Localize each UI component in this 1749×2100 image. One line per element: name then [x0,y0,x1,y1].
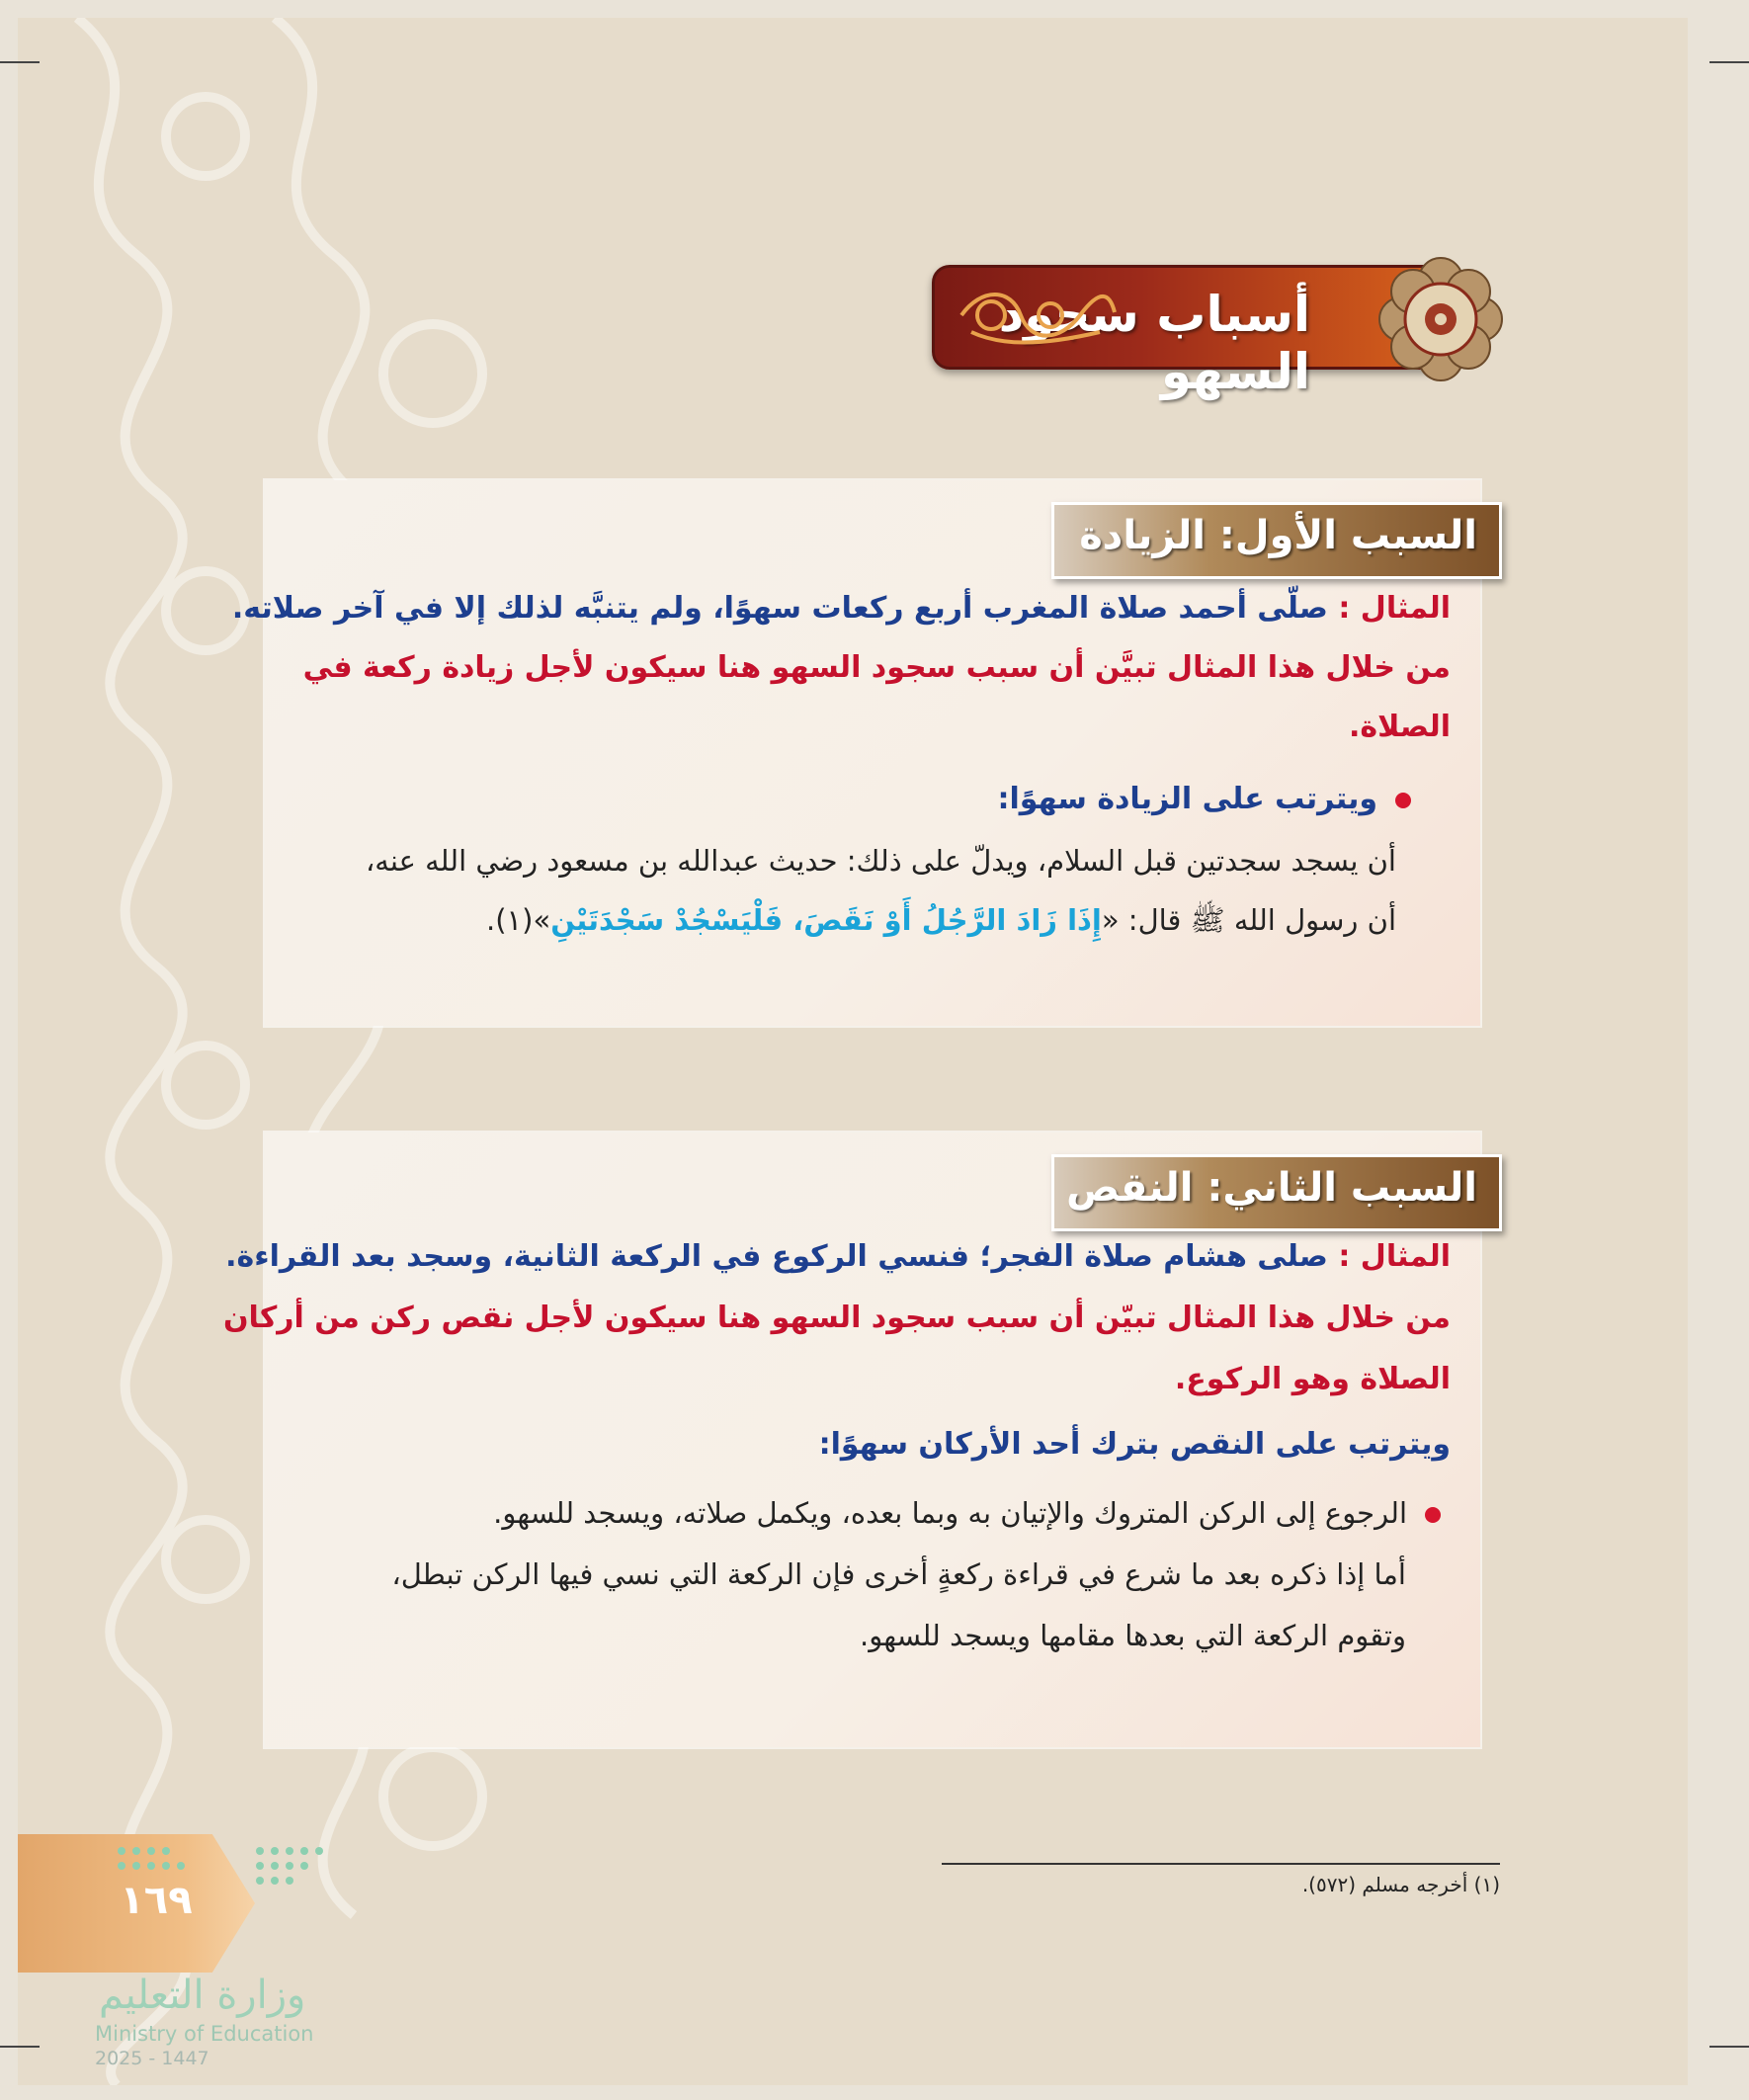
example-label: المثال : [1338,591,1451,626]
ministry-name-english: Ministry of Education [95,2022,314,2046]
textbook-page [18,18,1688,2085]
section-addition-tab [1051,502,1502,579]
body-line-2 [486,903,1396,938]
example-text: صلّى أحمد صلاة المغرب أربع ركعات سهوًا، ولم يتنبَّه لذلك إلا في آخر صلاته. [231,591,1339,626]
crop-mark [1709,2046,1749,2048]
body-line-2-start: أن رسول الله ﷺ قال: « [1101,903,1396,937]
conclusion-line-2: الصلاة. [1349,710,1451,744]
bullet-icon [1395,793,1411,808]
body-line-1-text: الرجوع إلى الركن المتروك والإتيان به وبما بعده، ويكمل صلاته، ويسجد للسهو. [493,1496,1407,1530]
conclusion-line-2: الصلاة وهو الركوع. [1174,1362,1451,1396]
ministry-name-arabic: وزارة التعليم [99,1973,306,2018]
crop-mark [1709,61,1749,63]
page-number: ١٦٩ [120,1878,193,1923]
body-line-1 [493,1496,1441,1531]
banner-swirl-ornament [952,283,1120,348]
section-addition-box [231,480,1480,1026]
example-text: صلى هشام صلاة الفجر؛ فنسي الركوع في الركعة الثانية، وسجد بعد القراءة. [225,1239,1339,1274]
footnote: (١) أخرجه مسلم (٥٧٢). [1301,1873,1500,1896]
consequence-heading: ويترتب على الزيادة سهوًا: [997,782,1377,816]
section-deficiency-tab [1051,1154,1502,1231]
example-label: المثال : [1338,1239,1451,1274]
footnote-divider [942,1863,1500,1865]
edition-year: 2025 - 1447 [95,2048,209,2069]
section-addition-title: السبب الأول: الزيادة [1079,513,1477,558]
rosette-ornament-icon [1376,255,1505,383]
bullet-icon [1425,1507,1441,1523]
example-line [232,591,1451,627]
main-heading: أسباب سجود السهو [998,286,1310,400]
body-line-2-end: »(١). [486,903,551,937]
decorative-arabesque-pattern [18,18,571,2085]
body-line-1: أن يسجد سجدتين قبل السلام، ويدلّ على ذلك: حديث عبدالله بن مسعود رضي الله عنه، [365,844,1396,878]
consequence-heading-line [997,782,1411,817]
conclusion-line-1: من خلال هذا المثال تبيّن أن سبب سجود السهو هنا سيكون لأجل نقص ركن من أركان [222,1301,1451,1335]
crop-mark [0,61,40,63]
crop-mark [0,2046,40,2048]
body-line-3: وتقوم الركعة التي بعدها مقامها ويسجد للسهو. [860,1619,1406,1652]
conclusion-line-1: من خلال هذا المثال تبيَّن أن سبب سجود السهو هنا سيكون لأجل زيادة ركعة في [302,650,1451,685]
section-deficiency-title: السبب الثاني: النقص [1066,1165,1477,1211]
example-line [225,1239,1451,1275]
hadith-text: إِذَا زَادَ الرَّجُلُ أَوْ نَقَصَ، فَلْيَسْجُدْ سَجْدَتَيْنِ [550,903,1102,937]
body-line-2: أما إذا ذكره بعد ما شرع في قراءة ركعةٍ أخرى فإن الركعة التي نسي فيها الركن تبطل، [391,1557,1406,1591]
section-deficiency-box [222,1133,1480,1747]
consequence-heading: ويترتب على النقص بترك أحد الأركان سهوًا: [818,1427,1451,1462]
